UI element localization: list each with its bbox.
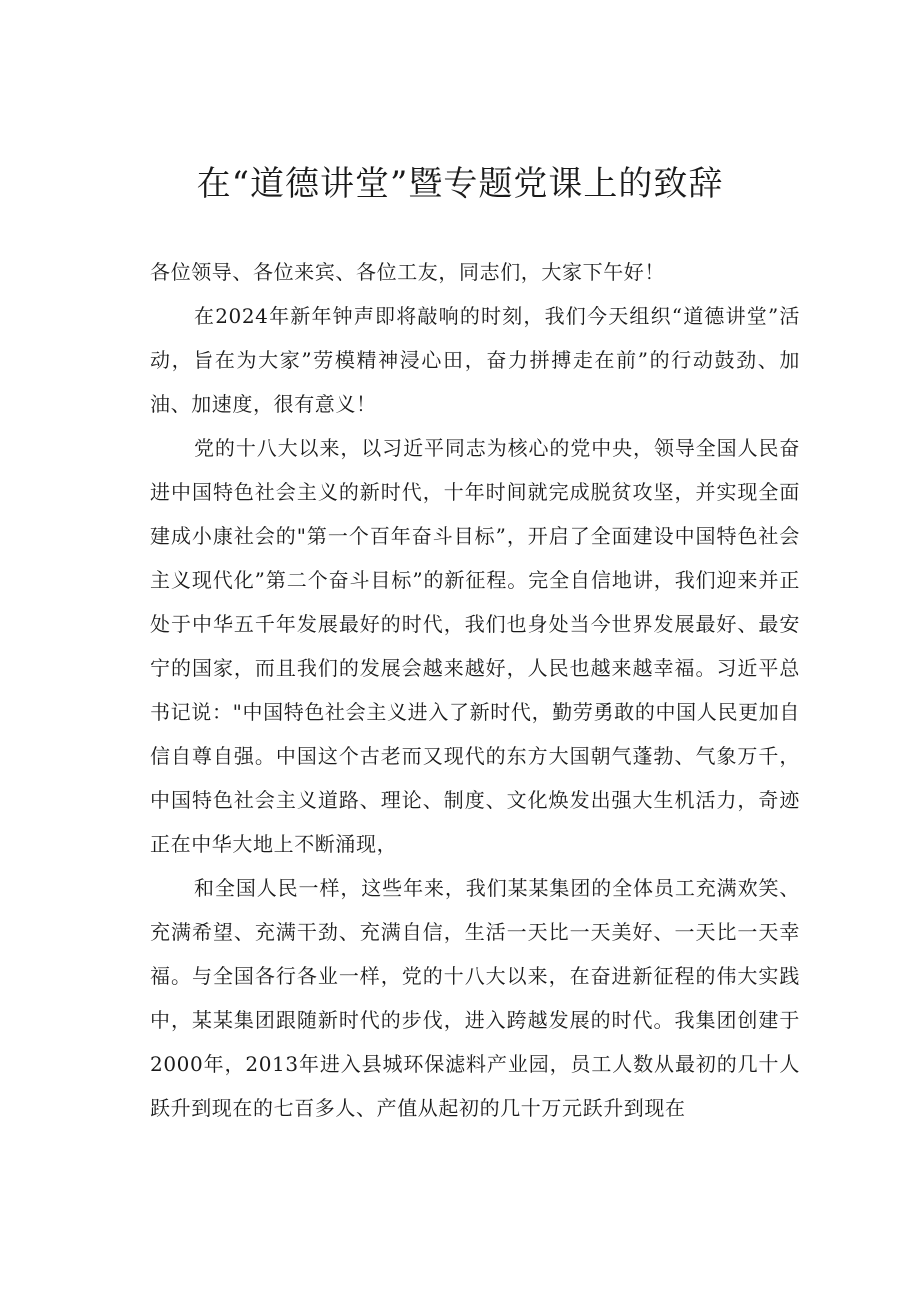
body-paragraph: 和全国人民一样，这些年来，我们某某集团的全体员工充满欢笑、充满希望、充满干劲、充满自信，生活一天比一天美好、一天比一天幸福。与全国各行各业一样，党的十八大以来，在奋进新征程的伟大实践中，某某集团跟随新时代的步伐，进入跨越发展的时代。我集团创建于2000年，2013年进入县城环保滤料产业园，员工人数从最初的几十人跃升到现在的七百多人、产值从起初的几十万元跃升到现在 <box>150 876 800 1120</box>
body-paragraph: 在2024年新年钟声即将敲响的时刻，我们今天组织“道德讲堂”活动，旨在为大家”劳模精神浸心田，奋力拼搏走在前”的行动鼓劲、加油、加速度，很有意义！ <box>150 304 800 416</box>
document-body <box>150 250 800 1130</box>
body-paragraph: 党的十八大以来，以习近平同志为核心的党中央，领导全国人民奋进中国特色社会主义的新时代，十年时间就完成脱贫攻坚，并实现全面建成小康社会的"第一个百年奋斗目标”，开启了全面建设中国特色社会主义现代化”第二个奋斗目标”的新征程。完全自信地讲，我们迎来并正处于中华五千年发展最好的时代，我们也身处当今世界发展最好、最安宁的国家，而且我们的发展会越来越好，人民也越来越幸福。习近平总书记说："中国特色社会主义进入了新时代，勤劳勇敢的中国人民更加自信自尊自强。中国这个古老而又现代的东方大国朝气蓬勃、气象万千，中国特色社会主义道路、理论、制度、文化焕发出强大生机活力，奇迹正在中华大地上不断涌现， <box>150 436 800 856</box>
document-title: 在“道德讲堂”暨专题党课上的致辞 <box>196 164 724 204</box>
greeting-paragraph: 各位领导、各位来宾、各位工友，同志们，大家下午好！ <box>150 260 665 284</box>
